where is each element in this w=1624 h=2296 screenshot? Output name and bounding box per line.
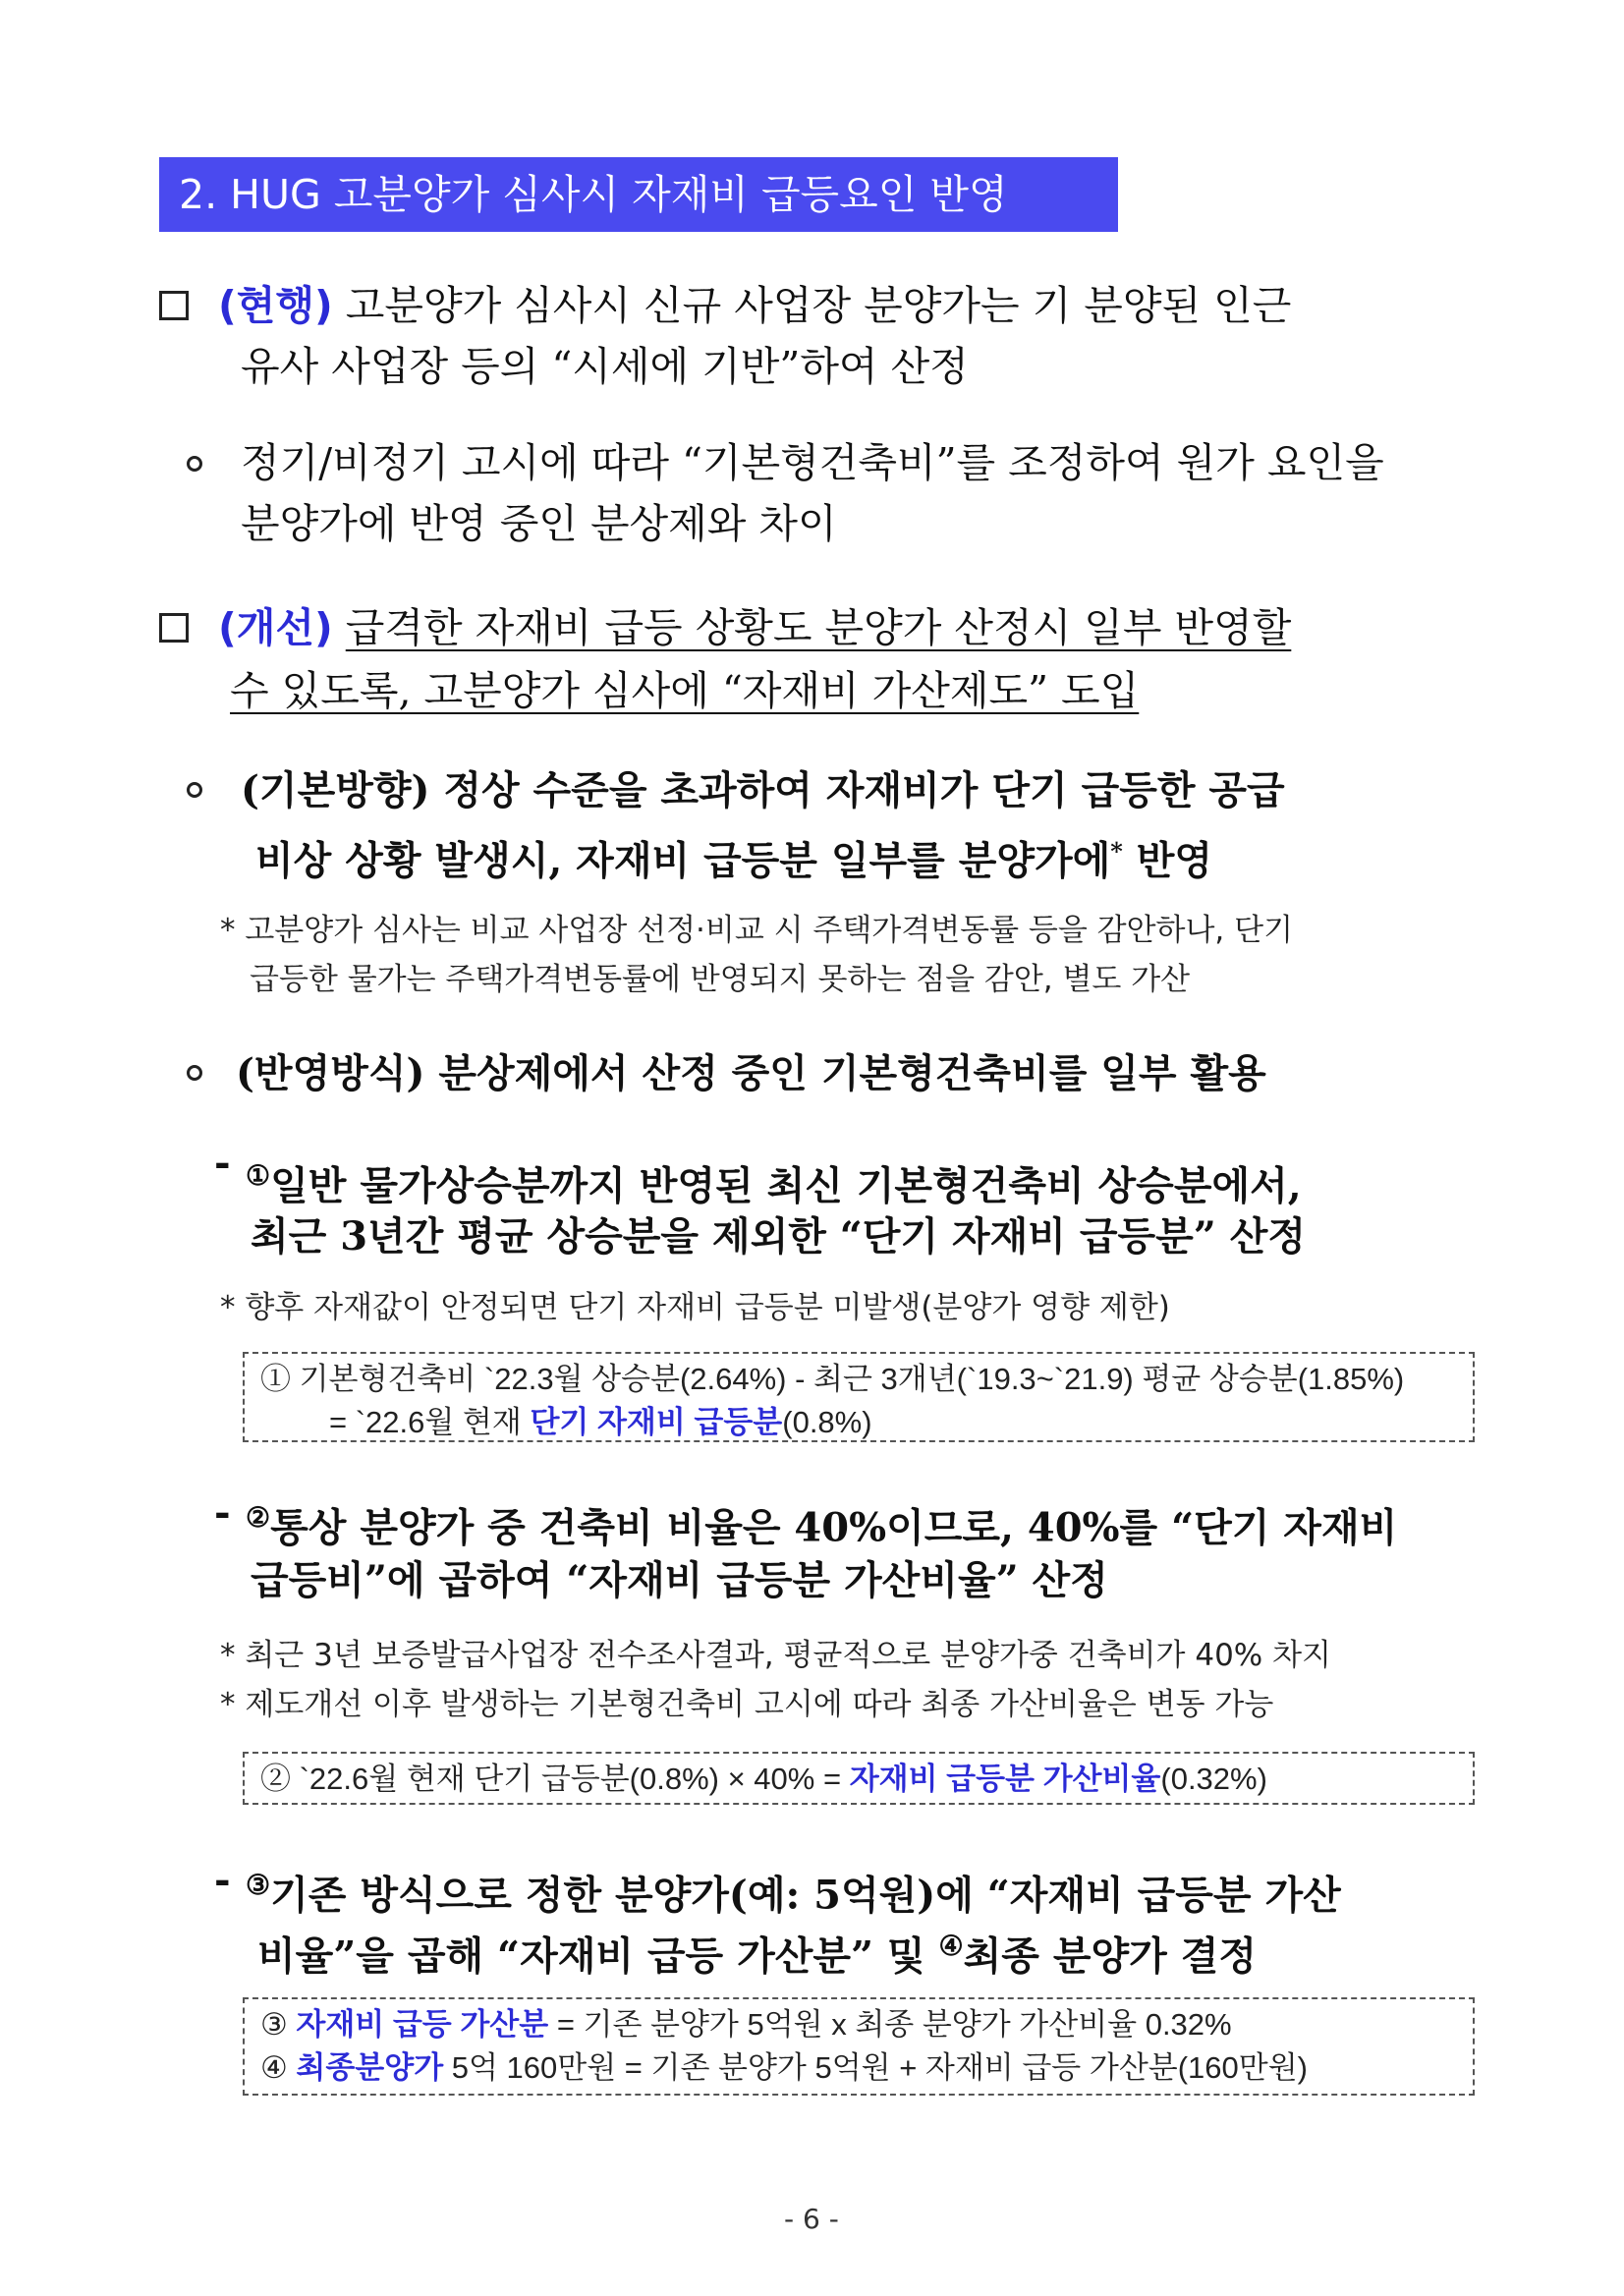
step1-marker: ① [246,1159,271,1192]
step1-box-line1: ① 기본형건축비 `22.3월 상승분(2.64%) - 최근 3개년(`19.3~`21.9) 평균 상승분(1.85%) [260,1362,1405,1396]
checkbox-icon [159,613,189,643]
current-line2: 유사 사업장 등의 “시세에 기반”하여 산정 [241,343,969,390]
step3-text2-pre: 비율”을 곱해 “자재비 급등 가산분” 및 [257,1932,939,1980]
basic-direction-text: 비상 상황 발생시, 자재비 급등분 일부를 분양가에 [255,837,1111,884]
checkbox-icon [159,291,189,320]
basic-direction-line2 [255,821,1212,891]
step2-marker: ② [246,1501,271,1534]
step2-line1 [246,1487,1397,1558]
step2-formula-box [243,1752,1475,1805]
step2-box-pre: ② `22.6월 현재 단기 급등분(0.8%) × 40% = [260,1762,850,1796]
step2-note2: * 제도개선 이후 발생하는 기본형건축비 고시에 따라 최종 가산비율은 변동 가능 [220,1687,1274,1722]
current-text1: 고분양가 심사시 신규 사업장 분양가는 기 분양된 인근 [345,282,1292,329]
step3-box1-post: = 기존 분양가 5억원 x 최종 분양가 가산비율 0.32% [548,2007,1232,2042]
note1-line2: 급등한 물가는 주택가격변동률에 반영되지 못하는 점을 감안, 별도 가산 [250,962,1191,997]
step3-box1-highlight: 자재비 급등 가산분 [296,2007,549,2042]
step3-formula-box [243,1997,1475,2096]
circle-bullet-icon [187,1065,202,1081]
improvement-label: (개선) [218,604,333,651]
section-title: 2. HUG 고분양가 심사시 자재비 급등요인 반영 [159,157,1118,232]
improvement-line1 [218,597,1291,658]
improvement-text1: 급격한 자재비 급등 상황도 분양가 산정시 일부 반영할 [345,604,1292,651]
step3-box-line2 [260,2046,1457,2090]
step3-box1-num: ③ [260,2007,297,2042]
step1-box-line2 [260,1401,1457,1444]
page-number: - 6 - [784,2203,839,2235]
step3-box-line1 [260,2003,1457,2046]
step3-box2-post: 5억 160만원 = 기존 분양가 5억원 + 자재비 급등 가산분(160만원) [443,2050,1308,2085]
basic-direction-star: * [1110,837,1123,866]
improvement-line2: 수 있도록, 고분양가 심사에 “자재비 가산제도” 도입 [230,667,1140,714]
circle-bullet-icon [187,782,202,798]
method-line: (반영방식) 분상제에서 산정 중인 기본형건축비를 일부 활용 [236,1050,1266,1096]
step2-note1: * 최근 3년 보증발급사업장 전수조사결과, 평균적으로 분양가중 건축비가 40% 차지 [220,1638,1331,1673]
basic-direction-line1: (기본방향) 정상 수준을 초과하여 자재비가 단기 급등한 공급 [241,767,1285,813]
current-line1 [218,275,1291,336]
step2-box-post: (0.32%) [1160,1762,1267,1796]
step1-note: * 향후 자재값이 안정되면 단기 자재비 급등분 미발생(분양가 영향 제한) [220,1290,1170,1325]
step2-text1: 통상 분양가 중 건축비 비율은 40%이므로, 40%를 “단기 자재비 [270,1504,1398,1551]
step3-text2-post: 최종 분양가 결정 [963,1932,1257,1980]
current-sub-line1: 정기/비정기 고시에 따라 “기본형건축비”를 조정하여 원가 요인을 [241,439,1384,486]
step3-box2-num: ④ [260,2050,297,2085]
dash-marker: - [214,1857,231,1903]
step3-text1: 기존 방식으로 정한 분양가(예: 5억원)에 “자재비 급등분 가산 [270,1872,1341,1919]
step1-formula-box [243,1352,1475,1442]
step3-box2-highlight: 최종분양가 [296,2050,444,2085]
step3-line2 [257,1916,1257,1987]
step1-box-pre: = `22.6월 현재 [329,1405,531,1439]
step3-marker: ③ [246,1869,271,1901]
step1-line2: 최근 3년간 평균 상승분을 제외한 “단기 자재비 급등분” 산정 [251,1213,1306,1260]
step1-text1: 일반 물가상승분까지 반영된 최신 기본형건축비 상승분에서, [270,1162,1302,1209]
step1-box-highlight: 단기 자재비 급등분 [530,1405,783,1439]
step2-box-highlight: 자재비 급등분 가산비율 [849,1762,1161,1796]
dash-marker: - [214,1140,231,1186]
note1-line1: * 고분양가 심사는 비교 사업장 선정·비교 시 주택가격변동률 등을 감안하나, 단기 [220,913,1294,948]
current-label: (현행) [218,282,333,329]
current-sub-line2: 분양가에 반영 중인 분상제와 차이 [241,500,837,547]
step2-line2: 급등비”에 곱하여 “자재비 급등분 가산비율” 산정 [251,1557,1108,1603]
dash-marker: - [214,1489,231,1536]
circle-bullet-icon [187,456,202,472]
step1-box-post: (0.8%) [782,1405,872,1439]
basic-direction-tail: 반영 [1122,837,1213,884]
step4-marker: ④ [938,1930,964,1962]
